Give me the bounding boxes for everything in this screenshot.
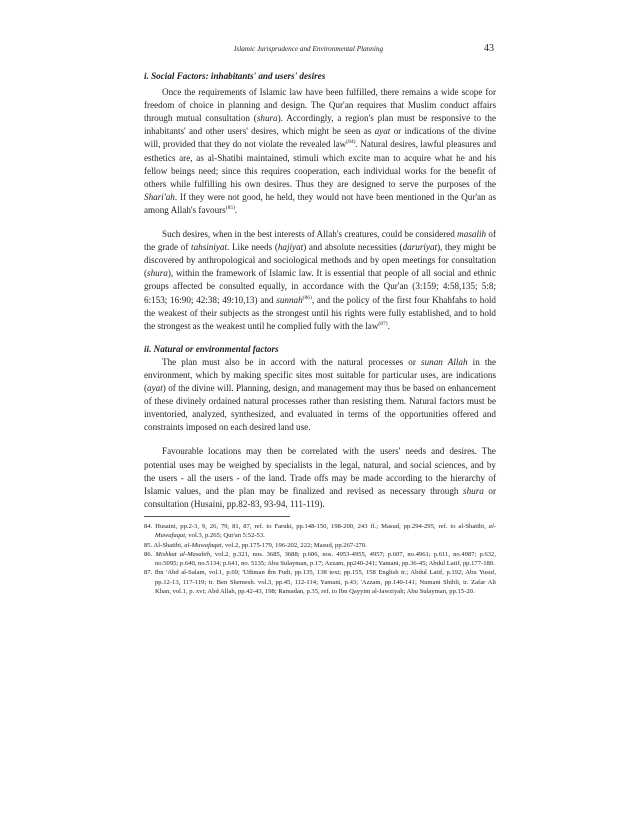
body-text xyxy=(144,70,496,511)
italic-term: shura xyxy=(463,485,484,496)
paragraph: Favourable locations may then be correlated with the users' needs and desires. The potential uses may be weighed by specialists in the legal, natural, and social sciences, and by the users - all the users - of the land. Trade offs may be made according to the hierarchy of Islamic values, and the plan may be finalized and revised as necessary through shura or consultation (Husaini, pp.82-83, 93-94, 111-119). xyxy=(144,446,496,509)
italic-term: Mishkat al-Masabih xyxy=(155,550,211,558)
italic-term: hajiyat xyxy=(277,242,304,253)
footnote: 86. Mishkat al-Masabih, vol.2, p.321, nos. 3685, 3688; p.606, nos. 4953-4955, 4957; p.607, no.4961; p.611, no.4987; p.632, no.5095; p.640, no.5134; p.641, no. 5135; Abu Sulayman, p.17; Azzam, pp240-241; Yamani, pp.36-45; Abdul Latif, pp.177-180. xyxy=(144,550,496,568)
page-number: 43 xyxy=(484,43,494,54)
italic-term: sunan Allah xyxy=(421,356,468,367)
footnote-reference: (84) xyxy=(346,139,356,146)
italic-term: Shari'ah xyxy=(144,191,175,202)
italic-term: shura xyxy=(256,113,278,124)
footnote: 84. Husaini, pp.2-3, 9, 26, 79, 81, 87, ref. to Faruki, pp.148-150, 198-200, 243 ff.; Masud, pp.294-295, ref. to al-Shatibi, al-Muwafaqat, vol.3, p.265; Qur'an 5:52-53. xyxy=(144,523,496,540)
footnotes xyxy=(144,516,496,596)
italic-term: al-Muwafaqat xyxy=(184,541,222,549)
italic-term: ayat xyxy=(147,383,163,394)
footnote: 85. Al-Shatibi, al-Muwafaqat, vol.2, pp.175-179, 196-202, 222; Masud, pp.267-270. xyxy=(144,541,367,549)
italic-term: masalih xyxy=(457,229,487,240)
section-natural-factors xyxy=(144,343,496,511)
footnote-reference: (87) xyxy=(378,320,388,327)
running-title: Islamic Jurisprudence and Environmental Planning xyxy=(234,45,384,53)
italic-term: tahsiniyat xyxy=(191,242,228,253)
section-social-factors xyxy=(144,70,496,333)
paragraph: Once the requirements of Islamic law have been fulfilled, there remains a wide scope for freedom of choice in planning and design. The Qur'an requires that Muslim conduct affairs through mutual consultation (shura). Accordingly, a region's plan must be responsive to the inhabitants' and other users' desires, which might be seen as ayat or indications of the divine will, provided that they do not violate the revealed law$^{(84)}$. Natural desires, lawful pleasures and esthetics are, as al-Shatibi maintained, stimuli which excite man to acquire what he and his fellow beings need; since this requires cooperation, each individual works for the benefit of others while fulfilling his own desires. Thus they are designed to serve the purposes of the Shari'ah. If they were not good, he held, they would not have been mentioned in the Qur'an as among Allah's favours$^{(85)}$. xyxy=(144,87,497,215)
footnote-divider xyxy=(144,516,290,517)
paragraph: The plan must also be in accord with the natural processes or sunan Allah in the environment, which by making specific sites most suitable for particular uses, are indications (ayat) of the divine will. Planning, design, and management may thus be based on enhancement of these divinely ordained natural processes rather than resisting them. Natural factors must be inventoried, analyzed, synthesized, and evaluated in terms of the opportunities offered and constraints imposed on each desired land use. xyxy=(144,356,497,433)
section-heading: i. Social Factors: inhabitants' and users' desires xyxy=(144,71,326,81)
italic-term: al-Muwafaqat xyxy=(155,523,496,540)
italic-term: sunnah xyxy=(276,294,303,305)
footnote: 87. Ibn 'Abd al-Salam, vol.1, p.69; 'Uthman ibn Fudi, pp.135, 138 text; pp.155, 158 English tr.; Abdul Latif, p.192; Abu Yusuf, pp.12-13, 117-119; tr. Ben Shemesh. vol.3, pp.45, 112-114; Yamani, p.43; 'Azzam, pp.140-141; Numani Shibli, tr. Zafar Ali Khan, vol.1, p. xvi; Abd Allah, pp.42-43, 198; Ramadan, p.35, ref. to Ibn Qayyim al-Jawziyah; Abu Sulayman, pp.15-20. xyxy=(144,569,496,596)
footnote-reference: (85) xyxy=(225,204,235,211)
footnote-reference: (86) xyxy=(302,294,312,301)
italic-term: daruriyat xyxy=(402,242,438,253)
italic-term: ayat xyxy=(374,126,391,137)
section-heading: ii. Natural or environmental factors xyxy=(144,343,279,354)
paragraph: Such desires, when in the best interests of Allah's creatures, could be considered masalih of the grade of tahsiniyat. Like needs (hajiyat) and absolute necessities (daruriyat), they might be discovered by anthropological and sociological methods and by open meetings for consultation (shura), within the framework of Islamic law. It is essential that people of all social and ethnic groups affected be consulted equally, in accordance with the Qur'an (3:159; 4:58,135; 5:8; 6:153; 16:90; 42:38; 49:10,13) and sunnah$^{(86)}$, and the policy of the first four Khahfahs to hold the weakest of their subjects as the strongest until his rights were fully established, and to hold the strongest as the weakest until he complied fully with the law$^{(87)}$. xyxy=(144,229,497,331)
italic-term: shura xyxy=(147,268,168,279)
